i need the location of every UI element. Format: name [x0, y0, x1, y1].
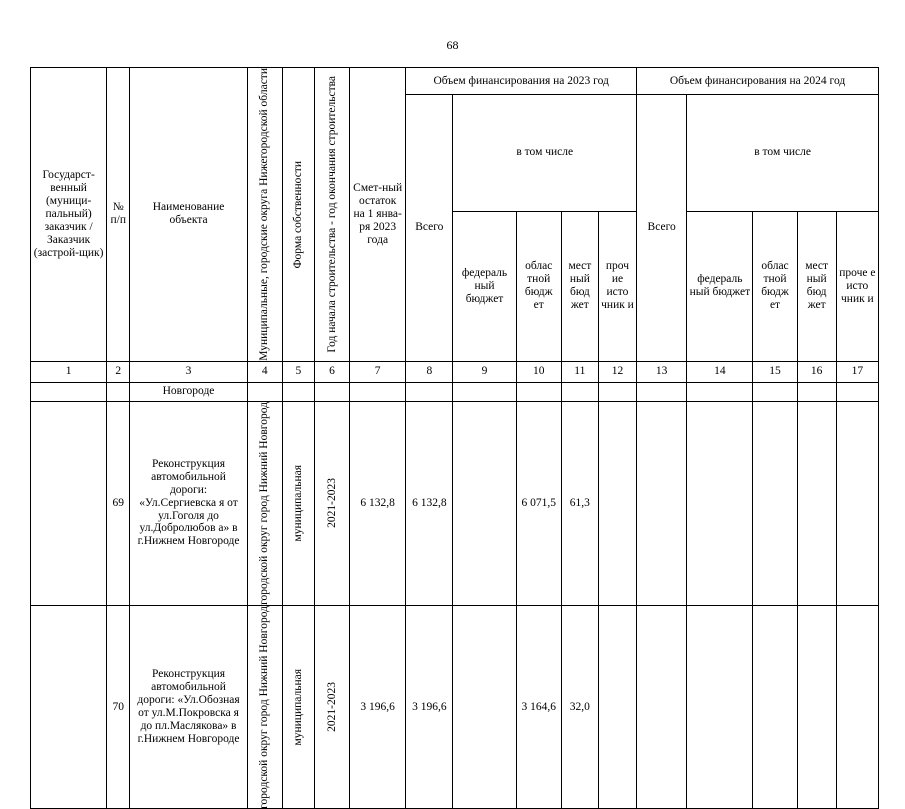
header-district — [247, 68, 282, 362]
cell-empty — [453, 382, 516, 401]
col-number: 7 — [350, 361, 406, 382]
col-number: 3 — [130, 361, 247, 382]
cell-federal-2024 — [687, 401, 753, 605]
cell-ownership — [282, 401, 314, 605]
cell-remaining: 3 196,6 — [350, 605, 406, 809]
cell-empty — [687, 382, 753, 401]
cell-empty — [406, 382, 453, 401]
cell-total-2023: 6 132,8 — [406, 401, 453, 605]
cell-years-text: 2021-2023 — [325, 478, 338, 529]
cell-ownership — [282, 605, 314, 809]
header-district-text: Муниципальные, городские округа Нижегородской области — [258, 68, 271, 361]
cell-empty — [31, 605, 107, 809]
cell-total-2024 — [637, 605, 687, 809]
col-number: 2 — [107, 361, 130, 382]
cell-years-text: 2021-2023 — [325, 682, 338, 732]
header-regional-2023: облас тной бюдж ет — [516, 211, 561, 361]
cell-row-number: 70 — [107, 605, 130, 809]
header-years-text: Год начала строительства - год окончания строительства — [325, 76, 338, 353]
col-number: 9 — [453, 361, 516, 382]
header-number: № п/п — [107, 68, 130, 362]
cell-total-2023: 3 196,6 — [406, 605, 453, 809]
header-federal-2024: федераль ный бюджет — [687, 211, 753, 361]
cell-empty — [516, 382, 561, 401]
cell-empty — [247, 382, 282, 401]
cell-local-2023: 61,3 — [561, 401, 598, 605]
cell-empty — [637, 382, 687, 401]
cell-regional-2024 — [753, 605, 797, 809]
cell-empty — [31, 382, 107, 401]
header-2023: Объем финансирования на 2023 год — [406, 68, 637, 95]
header-total-2023: Всего — [406, 95, 453, 362]
financing-table — [30, 67, 879, 809]
col-number: 5 — [282, 361, 314, 382]
col-number: 11 — [561, 361, 598, 382]
cell-years — [314, 401, 349, 605]
cell-empty — [107, 382, 130, 401]
cell-other-2024 — [836, 401, 878, 605]
header-customer: Государст-венный (муници-пальный) заказчик / Заказчик (застрой-щик) — [31, 68, 107, 362]
cell-empty — [314, 382, 349, 401]
col-number: 17 — [836, 361, 878, 382]
cell-district — [247, 605, 282, 809]
cell-empty — [561, 382, 598, 401]
header-object-name: Наименование объекта — [130, 68, 247, 362]
col-number: 1 — [31, 361, 107, 382]
cell-years — [314, 605, 349, 809]
cell-object-name: Реконструкция автомобильной дороги: «Ул.Сергиевска я от ул.Гоголя до ул.Добролюбов а» в г.Нижнем Новгороде — [130, 401, 247, 605]
col-number: 16 — [797, 361, 836, 382]
header-2024: Объем финансирования на 2024 год — [637, 68, 879, 95]
cell-regional-2023: 6 071,5 — [516, 401, 561, 605]
cell-row-number: 69 — [107, 401, 130, 605]
cell-local-2024 — [797, 401, 836, 605]
cell-regional-2024 — [753, 401, 797, 605]
header-ownership-text: Форма собственности — [291, 160, 304, 269]
table-row-continuation — [31, 382, 879, 401]
header-ownership — [282, 68, 314, 362]
header-total-2024: Всего — [637, 95, 687, 362]
table-row — [31, 401, 879, 605]
cell-empty — [282, 382, 314, 401]
header-federal-2023: федераль ный бюджет — [453, 211, 516, 361]
cell-other-2023 — [598, 401, 636, 605]
cell-empty — [753, 382, 797, 401]
cell-empty — [836, 382, 878, 401]
cell-district — [247, 401, 282, 605]
col-number: 10 — [516, 361, 561, 382]
cell-empty — [31, 401, 107, 605]
header-local-2023: мест ный бюд жет — [561, 211, 598, 361]
cell-empty — [350, 382, 406, 401]
col-number: 8 — [406, 361, 453, 382]
cell-empty — [598, 382, 636, 401]
col-number: 13 — [637, 361, 687, 382]
header-incl-2023: в том числе — [453, 95, 637, 212]
header-regional-2024: облас тной бюдж ет — [753, 211, 797, 361]
header-years — [314, 68, 349, 362]
cell-federal-2023 — [453, 401, 516, 605]
col-number: 4 — [247, 361, 282, 382]
header-other-2023: проч ие исто чник и — [598, 211, 636, 361]
cell-district-text: городской округ город Нижний Новгород — [258, 605, 271, 809]
cell-total-2024 — [637, 401, 687, 605]
col-number: 6 — [314, 361, 349, 382]
cell-object-name: Новгороде — [130, 382, 247, 401]
header-remaining: Смет-ный остаток на 1 янва-ря 2023 года — [350, 68, 406, 362]
col-number: 15 — [753, 361, 797, 382]
page-number: 68 — [446, 38, 459, 52]
cell-local-2024 — [797, 605, 836, 809]
cell-ownership-text: муниципальная — [291, 464, 304, 542]
cell-remaining: 6 132,8 — [350, 401, 406, 605]
header-other-2024: проче е исто чник и — [836, 211, 878, 361]
cell-federal-2023 — [453, 605, 516, 809]
header-local-2024: мест ный бюд жет — [797, 211, 836, 361]
cell-regional-2023: 3 164,6 — [516, 605, 561, 809]
cell-district-text: городской округ город Нижний Новгород — [258, 401, 271, 605]
cell-other-2024 — [836, 605, 878, 809]
table-row — [31, 605, 879, 809]
cell-object-name: Реконструкция автомобильной дороги: «Ул.Обозная от ул.М.Покровска я до пл.Маслякова» в г.Нижнем Новгороде — [130, 605, 247, 809]
cell-local-2023: 32,0 — [561, 605, 598, 809]
cell-empty — [797, 382, 836, 401]
col-number: 12 — [598, 361, 636, 382]
cell-ownership-text: муниципальная — [291, 668, 304, 746]
cell-other-2023 — [598, 605, 636, 809]
col-number: 14 — [687, 361, 753, 382]
header-incl-2024: в том числе — [687, 95, 879, 212]
cell-federal-2024 — [687, 605, 753, 809]
